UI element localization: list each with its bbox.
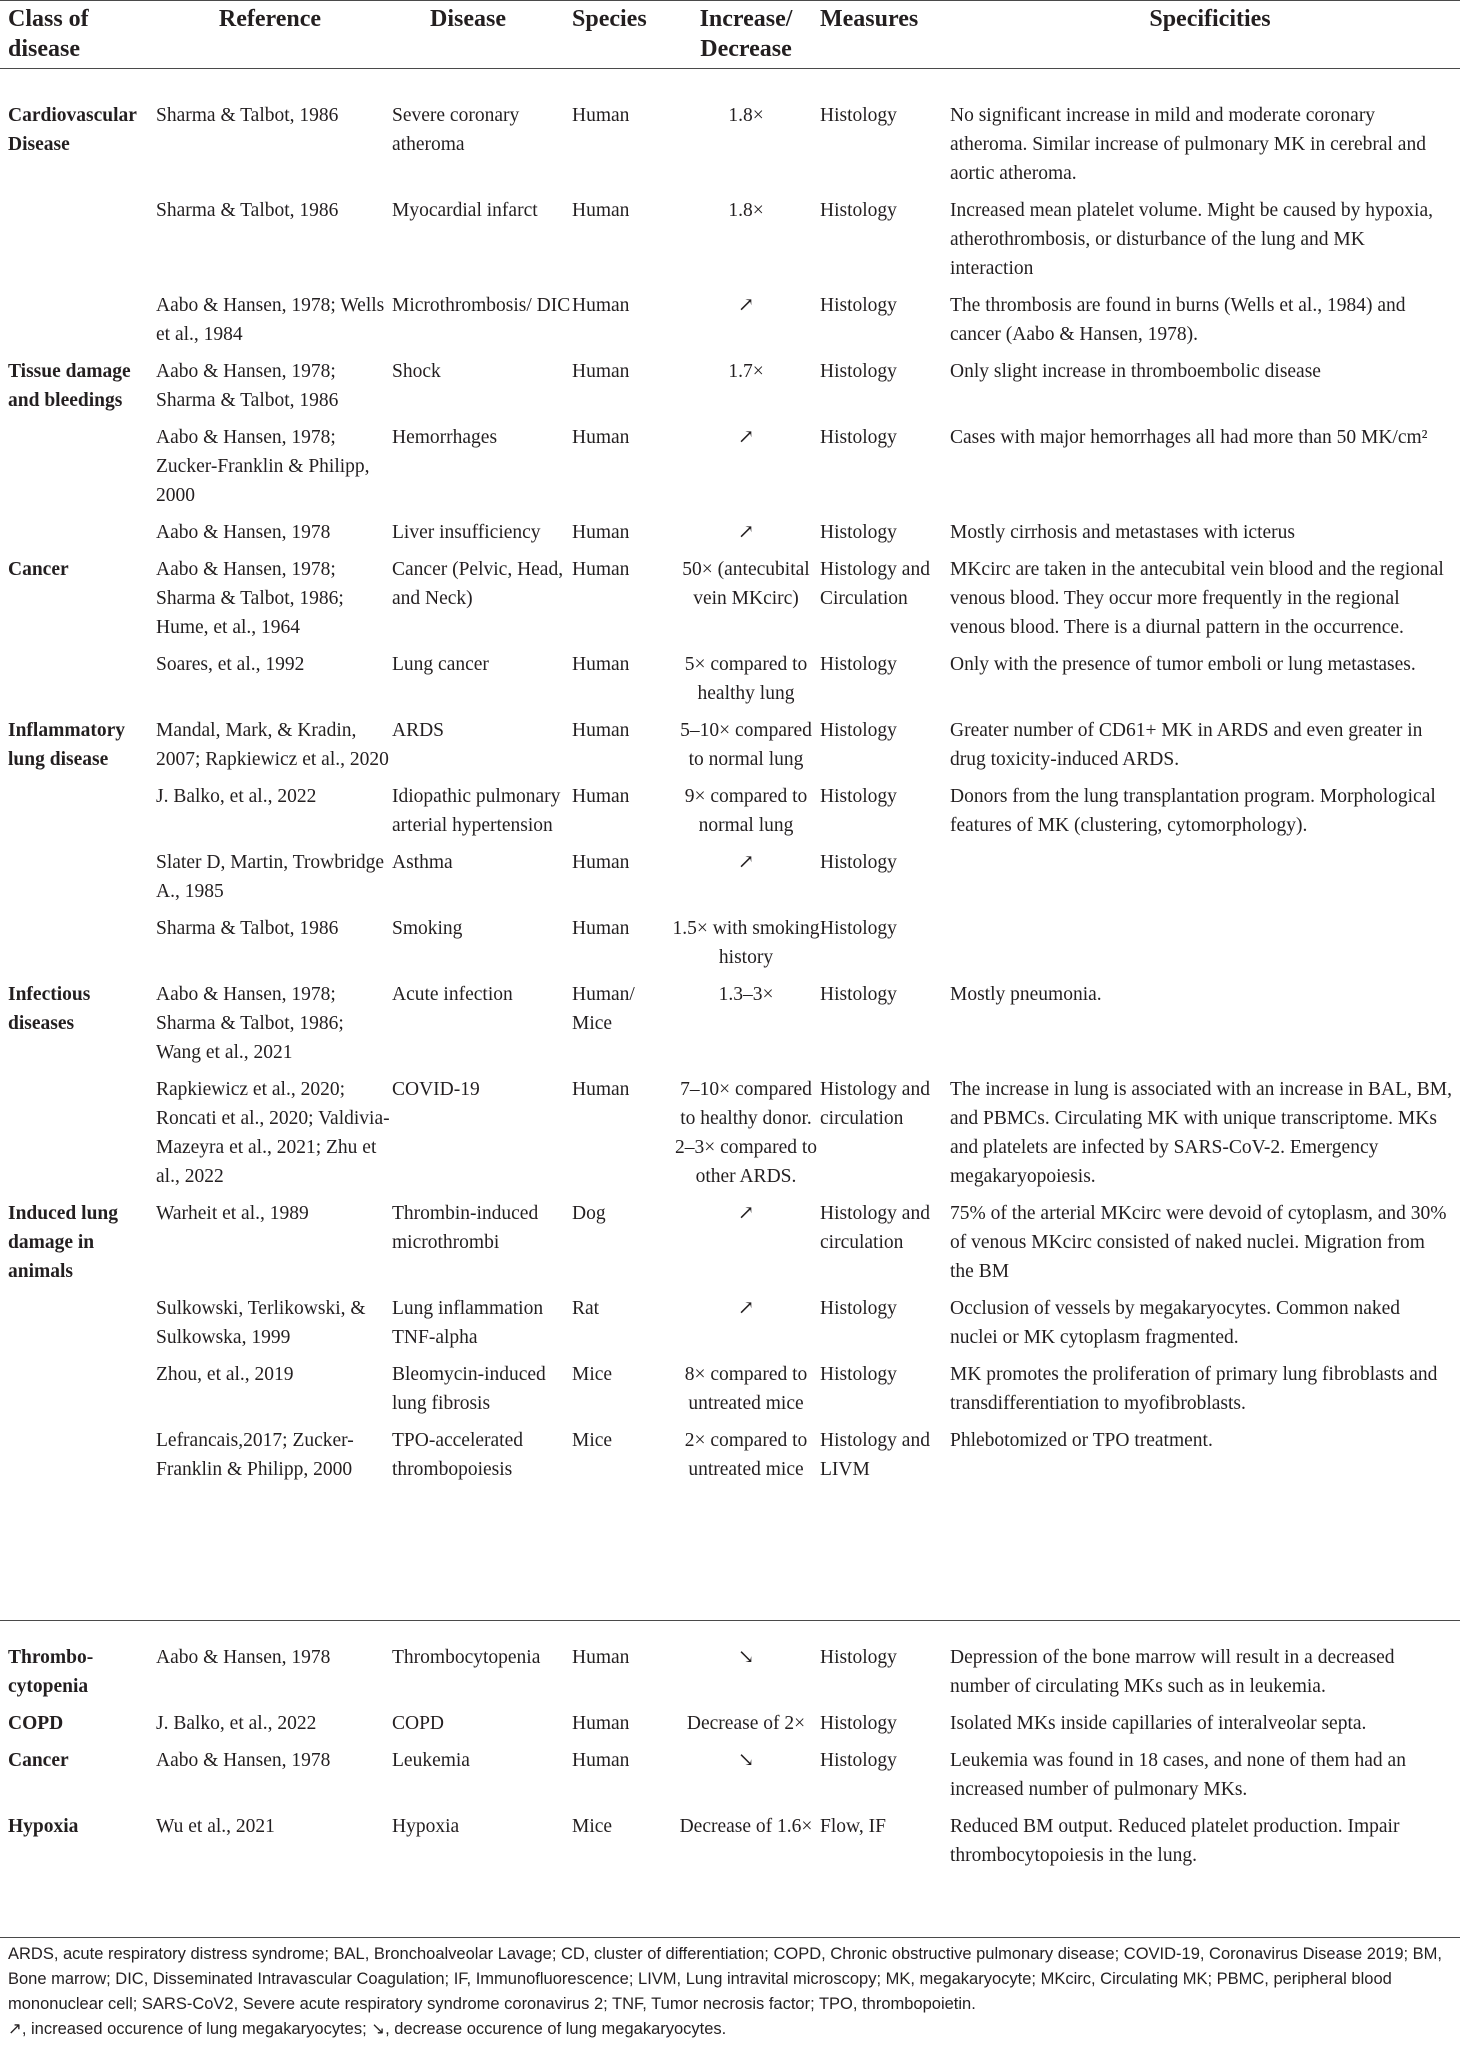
change-cell: ↗ — [737, 427, 755, 448]
disease-cell: Thrombin-induced microthrombi — [392, 1203, 539, 1253]
disease-cell: ARDS — [392, 720, 445, 741]
specificities-cell: MK promotes the proliferation of primary lung fibroblasts and transdifferentiation to myofibroblasts. — [950, 1364, 1438, 1414]
species-cell: Human — [572, 295, 630, 316]
table-row — [0, 650, 1460, 716]
specificities-cell: Reduced BM output. Reduced platelet production. Impair thrombocytopoiesis in the lung. — [950, 1816, 1400, 1866]
header-class: Class of disease — [8, 6, 89, 62]
specificities-cell: Only slight increase in thromboembolic disease — [950, 361, 1321, 382]
measures-cell: Histology and LIVM — [820, 1430, 930, 1480]
measures-cell: Histology — [820, 852, 897, 873]
reference-cell: Slater D, Martin, Trowbridge A., 1985 — [156, 852, 385, 902]
reference-cell: Aabo & Hansen, 1978 — [156, 1750, 331, 1771]
class-cell: Cancer — [8, 559, 69, 580]
table-row — [0, 1360, 1460, 1426]
species-cell: Dog — [572, 1203, 606, 1224]
species-cell: Human — [572, 1079, 630, 1100]
reference-cell: Mandal, Mark, & Kradin, 2007; Rapkiewicz et al., 2020 — [156, 720, 389, 770]
species-cell: Human — [572, 427, 630, 448]
disease-cell: Bleomycin-induced lung fibrosis — [392, 1364, 546, 1414]
table-row — [0, 980, 1460, 1075]
class-cell: Tissue damage and bleedings — [8, 361, 131, 411]
change-cell: 7–10× compared to healthy donor. 2–3× compared to other ARDS. — [674, 1079, 818, 1187]
table-row — [0, 1812, 1460, 1878]
header-reference: Reference — [218, 6, 322, 32]
measures-cell: Histology — [820, 200, 897, 221]
header-species: Species — [572, 6, 647, 32]
species-cell: Human — [572, 1713, 630, 1734]
reference-cell: Aabo & Hansen, 1978; Wells et al., 1984 — [156, 295, 385, 345]
species-cell: Human — [572, 1750, 630, 1771]
measures-cell: Histology — [820, 1750, 897, 1771]
measures-cell: Histology — [820, 361, 897, 382]
table-row — [0, 782, 1460, 848]
species-cell: Human — [572, 918, 630, 939]
disease-cell: COPD — [392, 1713, 445, 1734]
species-cell: Rat — [572, 1298, 600, 1319]
table-row — [0, 1709, 1460, 1746]
class-cell: Thrombo-cytopenia — [8, 1647, 94, 1697]
specificities-cell: Mostly cirrhosis and metastases with icterus — [950, 522, 1295, 543]
disease-cell: Idiopathic pulmonary arterial hypertension — [392, 786, 561, 836]
class-cell: Hypoxia — [8, 1816, 79, 1837]
table-row — [0, 196, 1460, 291]
change-cell: 2× compared to untreated mice — [684, 1430, 808, 1480]
reference-cell: Rapkiewicz et al., 2020; Roncati et al., 2020; Valdivia-Mazeyra et al., 2021; Zhu et al., 2022 — [156, 1079, 390, 1187]
class-cell — [0, 1426, 156, 1492]
table-row — [0, 423, 1460, 518]
specificities-cell — [950, 848, 1460, 914]
disease-cell: Lung inflammation TNF-alpha — [392, 1298, 544, 1348]
change-cell: 1.5× with smoking history — [672, 918, 820, 968]
measures-cell: Histology — [820, 984, 897, 1005]
class-cell: Inflammatory lung disease — [8, 720, 125, 770]
table-row — [0, 716, 1460, 782]
disease-cell: Cancer (Pelvic, Head, and Neck) — [392, 559, 564, 609]
bottom-rule — [0, 1937, 1460, 1938]
specificities-cell: Only with the presence of tumor emboli or lung metastases. — [950, 654, 1416, 675]
class-cell — [0, 291, 156, 357]
class-cell — [0, 1075, 156, 1199]
class-cell — [0, 423, 156, 518]
class-cell — [0, 1360, 156, 1426]
specificities-cell: Isolated MKs inside capillaries of interalveolar septa. — [950, 1713, 1367, 1734]
reference-cell: Sharma & Talbot, 1986 — [156, 918, 339, 939]
table-header — [0, 4, 1460, 64]
specificities-cell: Increased mean platelet volume. Might be caused by hypoxia, atherothrombosis, or disturbance of the lung and MK interaction — [950, 200, 1434, 279]
measures-cell: Histology — [820, 1647, 897, 1668]
disease-cell: Myocardial infarct — [392, 200, 538, 221]
table-row — [0, 357, 1460, 423]
disease-cell: Hypoxia — [392, 1816, 460, 1837]
class-cell: COPD — [8, 1713, 64, 1734]
species-cell: Human — [572, 1647, 630, 1668]
specificities-cell: The increase in lung is associated with an increase in BAL, BM, and PBMCs. Circulating MK with unique transcriptome. MKs and platelets are infected by SARS-CoV-2. Emergency megakaryopoiesis. — [950, 1079, 1452, 1187]
specificities-cell: Mostly pneumonia. — [950, 984, 1102, 1005]
reference-cell: Aabo & Hansen, 1978; Zucker-Franklin & Philipp, 2000 — [156, 427, 370, 506]
species-cell: Human — [572, 200, 630, 221]
disease-cell: Acute infection — [392, 984, 513, 1005]
specificities-cell — [950, 914, 1460, 980]
class-cell — [0, 1294, 156, 1360]
change-cell: Decrease of 2× — [686, 1713, 806, 1734]
measures-cell: Histology — [820, 918, 897, 939]
measures-cell: Histology — [820, 654, 897, 675]
change-cell: 1.8× — [728, 105, 764, 126]
class-cell — [0, 782, 156, 848]
change-cell: ↗ — [737, 295, 755, 316]
change-cell: ↗ — [737, 1298, 755, 1319]
specificities-cell: MKcirc are taken in the antecubital vein blood and the regional venous blood. They occur more frequently in the regional venous blood. There is a diurnal pattern in the occurrence. — [950, 559, 1444, 638]
change-cell: 50× (antecubital vein MKcirc) — [682, 559, 810, 609]
header-specificities: Specificities — [1149, 6, 1271, 32]
table-row — [0, 101, 1460, 196]
reference-cell: Sulkowski, Terlikowski, & Sulkowska, 1999 — [156, 1298, 366, 1348]
change-cell: ↗ — [737, 852, 755, 873]
change-cell: Decrease of 1.6× — [679, 1816, 813, 1837]
species-cell: Human — [572, 105, 630, 126]
measures-cell: Histology and circulation — [820, 1079, 930, 1129]
reference-cell: Wu et al., 2021 — [156, 1816, 275, 1837]
change-cell: ↗ — [737, 522, 755, 543]
species-cell: Human/ Mice — [572, 984, 635, 1034]
table-row — [0, 1426, 1460, 1492]
reference-cell: Aabo & Hansen, 1978; Sharma & Talbot, 1986 — [156, 361, 339, 411]
table-row — [0, 914, 1460, 980]
header-increase: Increase/ Decrease — [699, 6, 793, 62]
top-rule — [0, 0, 1460, 1]
species-cell: Human — [572, 559, 630, 580]
measures-cell: Histology — [820, 295, 897, 316]
measures-cell: Histology — [820, 522, 897, 543]
class-cell: Infectious diseases — [8, 984, 91, 1034]
species-cell: Mice — [572, 1816, 613, 1837]
change-cell: 8× compared to untreated mice — [684, 1364, 808, 1414]
measures-cell: Histology — [820, 1364, 897, 1385]
table-row — [0, 1199, 1460, 1294]
header-disease: Disease — [430, 6, 506, 32]
class-cell — [0, 518, 156, 555]
disease-cell: Lung cancer — [392, 654, 489, 675]
reference-cell: Zhou, et al., 2019 — [156, 1364, 294, 1385]
change-cell: 5× compared to healthy lung — [684, 654, 808, 704]
disease-cell: Microthrombosis/ DIC — [392, 295, 571, 316]
disease-cell: COVID-19 — [392, 1079, 480, 1100]
specificities-cell: The thrombosis are found in burns (Wells et al., 1984) and cancer (Aabo & Hansen, 1978). — [950, 295, 1406, 345]
specificities-cell: Depression of the bone marrow will result in a decreased number of circulating MKs such as in leukemia. — [950, 1647, 1395, 1697]
class-cell — [0, 650, 156, 716]
species-cell: Human — [572, 361, 630, 382]
group-rule — [0, 1620, 1460, 1621]
reference-cell: Warheit et al., 1989 — [156, 1203, 309, 1224]
measures-cell: Histology — [820, 427, 897, 448]
measures-cell: Histology — [820, 105, 897, 126]
reference-cell: Lefrancais,2017; Zucker-Franklin & Philipp, 2000 — [156, 1430, 354, 1480]
reference-cell: Aabo & Hansen, 1978; Sharma & Talbot, 1986; Wang et al., 2021 — [156, 984, 344, 1063]
reference-cell: J. Balko, et al., 2022 — [156, 1713, 317, 1734]
change-cell: ↘ — [737, 1647, 755, 1668]
header-measures: Measures — [820, 6, 919, 32]
header-rule — [0, 68, 1460, 69]
measures-cell: Histology — [820, 720, 897, 741]
specificities-cell: Phlebotomized or TPO treatment. — [950, 1430, 1213, 1451]
disease-cell: Severe coronary atheroma — [392, 105, 520, 155]
specificities-cell: Occlusion of vessels by megakaryocytes. Common naked nuclei or MK cytoplasm fragmented. — [950, 1298, 1401, 1348]
disease-cell: TPO-accelerated thrombopoiesis — [392, 1430, 523, 1480]
disease-cell: Liver insufficiency — [392, 522, 541, 543]
reference-cell: Aabo & Hansen, 1978 — [156, 522, 331, 543]
table-row — [0, 518, 1460, 555]
table-body-increase — [0, 101, 1460, 1492]
change-cell: 1.7× — [728, 361, 764, 382]
measures-cell: Histology — [820, 1713, 897, 1734]
measures-cell: Histology and Circulation — [820, 559, 930, 609]
footnote-arrow-legend: ↗, increased occurence of lung megakaryocytes; ↘, decrease occurence of lung megakaryocytes. — [8, 2020, 727, 2038]
table-row — [0, 848, 1460, 914]
class-cell — [0, 848, 156, 914]
change-cell: ↗ — [737, 1203, 755, 1224]
species-cell: Human — [572, 786, 630, 807]
species-cell: Mice — [572, 1364, 613, 1385]
reference-cell: J. Balko, et al., 2022 — [156, 786, 317, 807]
species-cell: Mice — [572, 1430, 613, 1451]
measures-cell: Histology — [820, 1298, 897, 1319]
change-cell: 9× compared to normal lung — [684, 786, 808, 836]
disease-cell: Smoking — [392, 918, 463, 939]
reference-cell: Sharma & Talbot, 1986 — [156, 200, 339, 221]
disease-cell: Hemorrhages — [392, 427, 498, 448]
change-cell: 1.3–3× — [718, 984, 774, 1005]
change-cell: 1.8× — [728, 200, 764, 221]
table-row — [0, 1643, 1460, 1709]
change-cell: ↘ — [737, 1750, 755, 1771]
specificities-cell: Cases with major hemorrhages all had more than 50 MK/cm² — [950, 427, 1428, 448]
class-cell: Cancer — [8, 1750, 69, 1771]
table-row — [0, 555, 1460, 650]
table-footnote — [8, 1942, 1448, 2042]
disease-cell: Leukemia — [392, 1750, 470, 1771]
class-cell: Cardiovascular Disease — [8, 105, 137, 155]
specificities-cell: No significant increase in mild and moderate coronary atheroma. Similar increase of pulmonary MK in cerebral and aortic atheroma. — [950, 105, 1426, 184]
disease-cell: Asthma — [392, 852, 453, 873]
species-cell: Human — [572, 522, 630, 543]
class-cell — [0, 914, 156, 980]
measures-cell: Histology and circulation — [820, 1203, 930, 1253]
species-cell: Human — [572, 720, 630, 741]
specificities-cell: Greater number of CD61+ MK in ARDS and even greater in drug toxicity-induced ARDS. — [950, 720, 1423, 770]
measures-cell: Histology — [820, 786, 897, 807]
table-row — [0, 291, 1460, 357]
disease-cell: Thrombocytopenia — [392, 1647, 541, 1668]
table-row — [0, 1746, 1460, 1812]
specificities-cell: Donors from the lung transplantation program. Morphological features of MK (clustering, cytomorphology). — [950, 786, 1436, 836]
reference-cell: Soares, et al., 1992 — [156, 654, 305, 675]
table-row — [0, 1294, 1460, 1360]
class-cell: Induced lung damage in animals — [8, 1203, 119, 1282]
species-cell: Human — [572, 654, 630, 675]
specificities-cell: Leukemia was found in 18 cases, and none of them had an increased number of pulmonary MKs. — [950, 1750, 1406, 1800]
class-cell — [0, 196, 156, 291]
table-body-decrease — [0, 1643, 1460, 1878]
reference-cell: Aabo & Hansen, 1978 — [156, 1647, 331, 1668]
change-cell: 5–10× compared to normal lung — [680, 720, 812, 770]
species-cell: Human — [572, 852, 630, 873]
specificities-cell: 75% of the arterial MKcirc were devoid of cytoplasm, and 30% of venous MKcirc consisted of naked nuclei. Migration from the BM — [950, 1203, 1447, 1282]
footnote-abbreviations: ARDS, acute respiratory distress syndrome; BAL, Bronchoalveolar Lavage; CD, cluster of differentiation; COPD, Chronic obstructive pulmonary disease; COVID-19, Coronavirus Disease 2019; BM, Bone marrow; DIC, Disseminated Intravascular Coagulation; IF, Immunofluorescence; LIVM, Lung intravital microscopy; MK, megakaryocyte; MKcirc, Circulating MK; PBMC, peripheral blood mononuclear cell; SARS-CoV2, Severe acute respiratory syndrome coronavirus 2; TNF, Tumor necrosis factor; TPO, thrombopoietin. — [8, 1945, 1442, 2013]
disease-cell: Shock — [392, 361, 441, 382]
reference-cell: Sharma & Talbot, 1986 — [156, 105, 339, 126]
measures-cell: Flow, IF — [820, 1816, 886, 1837]
reference-cell: Aabo & Hansen, 1978; Sharma & Talbot, 1986; Hume, et al., 1964 — [156, 559, 344, 638]
table-row — [0, 1075, 1460, 1199]
